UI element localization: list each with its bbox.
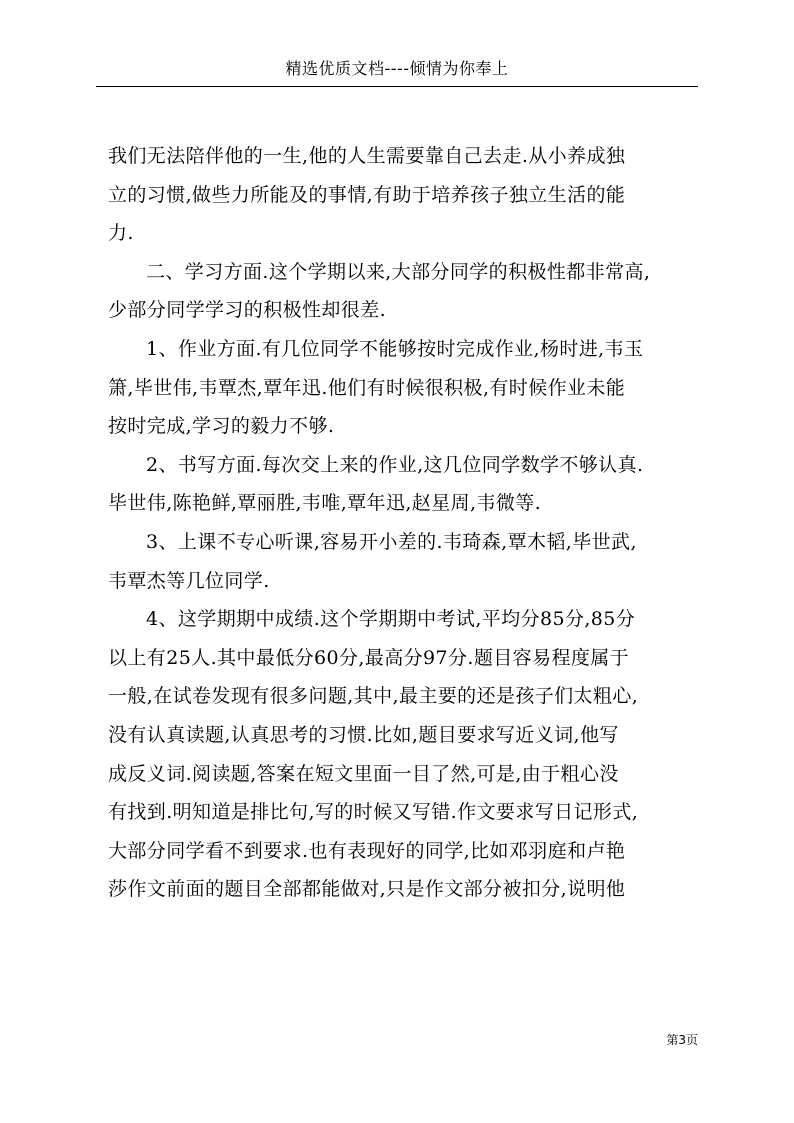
header-divider — [96, 86, 698, 87]
body-line: 没有认真读题,认真思考的习惯.比如,题目要求写近义词,他写 — [108, 723, 619, 746]
body-line: 有找到.明知道是排比句,写的时候又写错.作文要求写日记形式, — [108, 801, 639, 824]
body-line: 3、上课不专心听课,容易开小差的.韦琦森,覃木韬,毕世武, — [146, 530, 637, 553]
page-header-title: 精选优质文档----倾情为你奉上 — [285, 59, 509, 78]
body-line: 1、作业方面.有几位同学不能够按时完成作业,杨时进,韦玉 — [146, 337, 644, 360]
body-line: 一般,在试卷发现有很多问题,其中,最主要的还是孩子们太粗心, — [108, 685, 639, 708]
body-line: 二、学习方面.这个学期以来,大部分同学的积极性都非常高, — [146, 260, 651, 283]
body-line: 毕世伟,陈艳鲜,覃丽胜,韦唯,覃年迅,赵星周,韦微等. — [108, 492, 542, 515]
body-line: 按时完成,学习的毅力不够. — [108, 415, 335, 438]
body-line: 以上有25人.其中最低分60分,最高分97分.题目容易程度属于 — [108, 646, 630, 669]
body-line: 4、这学期期中成绩.这个学期期中考试,平均分85分,85分 — [146, 608, 636, 631]
page-number: 第3页 — [666, 1033, 698, 1047]
body-line: 箫,毕世伟,韦覃杰,覃年迅.他们有时候很积极,有时候作业未能 — [108, 376, 626, 399]
body-line: 成反义词.阅读题,答案在短文里面一目了然,可是,由于粗心没 — [108, 762, 619, 785]
body-line: 少部分同学学习的积极性却很差. — [108, 299, 387, 322]
body-line: 韦覃杰等几位同学. — [108, 569, 270, 592]
body-line: 莎作文前面的题目全部都能做对,只是作文部分被扣分,说明他 — [108, 878, 626, 901]
body-line: 立的习惯,做些力所能及的事情,有助于培养孩子独立生活的能 — [108, 183, 626, 206]
body-line: 我们无法陪伴他的一生,他的人生需要靠自己去走.从小养成独 — [108, 145, 626, 167]
document-body — [108, 137, 698, 909]
body-line: 力. — [108, 222, 134, 245]
body-line: 大部分同学看不到要求.也有表现好的同学,比如邓羽庭和卢艳 — [108, 839, 626, 862]
body-line: 2、书写方面.每次交上来的作业,这几位同学数学不够认真. — [146, 453, 644, 476]
